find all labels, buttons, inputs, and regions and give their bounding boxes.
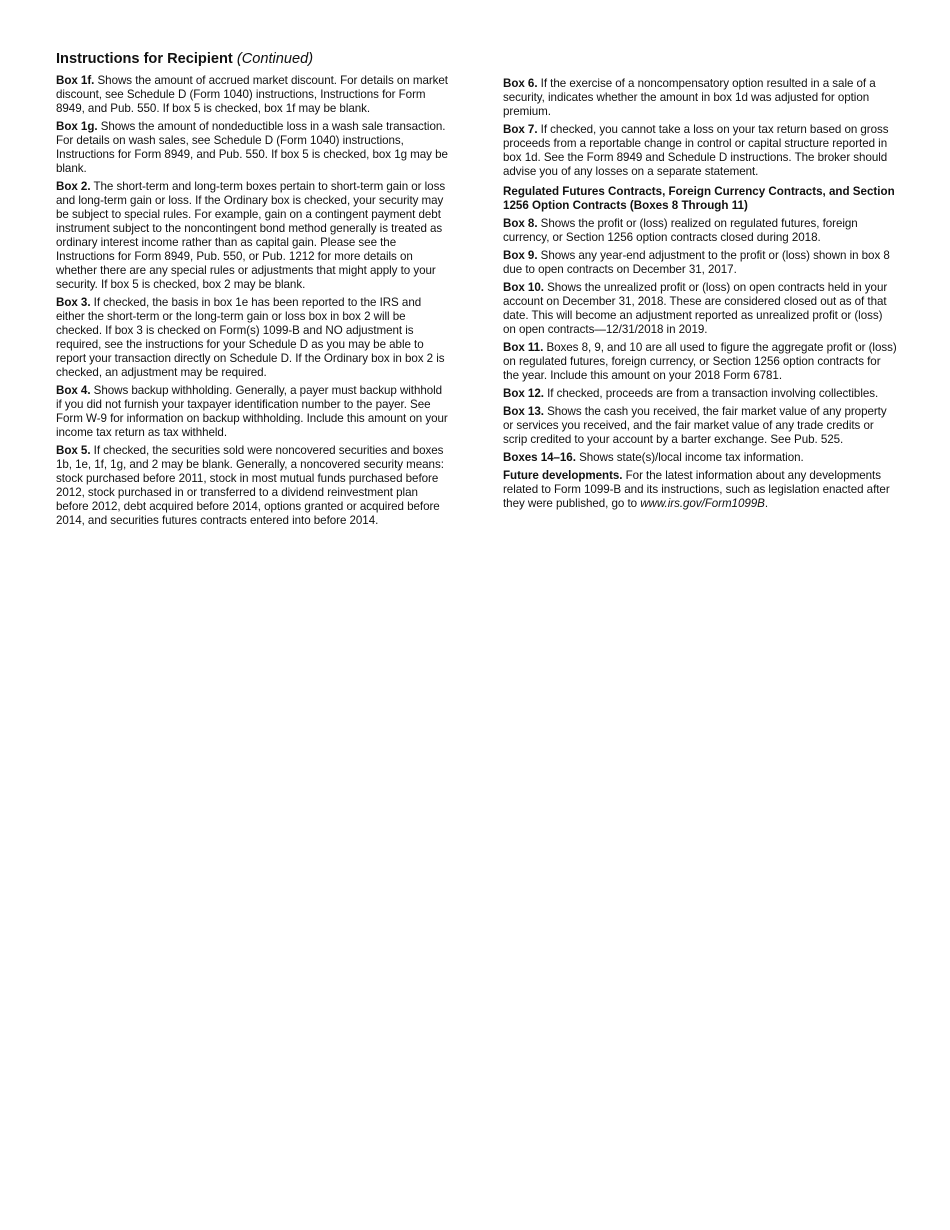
- box-10-text: Shows the unrealized profit or (loss) on open contracts held in your account on December 31, 2018. These are considered closed out as of that date. This will become an adjustment reported as unrealized profit or (loss) on open contracts—12/31/2018 in 2019.: [503, 281, 888, 336]
- box-7-paragraph: [503, 123, 897, 179]
- boxes-14-16-lead: Boxes 14–16.: [503, 451, 576, 464]
- box-12-text: If checked, proceeds are from a transaction involving collectibles.: [547, 387, 879, 400]
- box-6-lead: Box 6.: [503, 77, 538, 90]
- box-9-lead: Box 9.: [503, 249, 538, 262]
- right-column: [503, 77, 897, 515]
- box-8-paragraph: [503, 217, 897, 245]
- box-12-lead: Box 12.: [503, 387, 544, 400]
- box-5-text: If checked, the securities sold were noncovered securities and boxes 1b, 1e, 1f, 1g, and 2 may be blank. Generally, a noncovered security means: stock purchased before 2011, stock in most mutual funds purchased before 2012, stock purchased in or transferred to a dividend reinvestment plan before 2012, debt acquired before 2014, options granted or acquired before 2014, and securities futures contracts entered into before 2014.: [56, 444, 444, 527]
- box-4-paragraph: [56, 384, 450, 440]
- box-4-text: Shows backup withholding. Generally, a payer must backup withhold if you did not furnish your taxpayer identification number to the payer. See Form W-9 for information on backup withholding. Include this amount on your income tax return as tax withheld.: [56, 384, 448, 439]
- box-11-lead: Box 11.: [503, 341, 544, 354]
- box-3-lead: Box 3.: [56, 296, 91, 309]
- irs-form1099b-link[interactable]: www.irs.gov/Form1099B: [640, 497, 765, 510]
- box-13-lead: Box 13.: [503, 405, 544, 418]
- box-6-text: If the exercise of a noncompensatory option resulted in a sale of a security, indicates whether the amount in box 1d was adjusted for option premium.: [503, 77, 876, 118]
- box-5-paragraph: [56, 444, 450, 528]
- box-2-lead: Box 2.: [56, 180, 91, 193]
- section-subheading: Regulated Futures Contracts, Foreign Currency Contracts, and Section 1256 Option Contracts (Boxes 8 Through 11): [503, 185, 895, 212]
- box-2-text: The short-term and long-term boxes pertain to short-term gain or loss and long-term gain or loss. If the Ordinary box is checked, your security may be subject to special rules. For example, gain on a contingent payment debt instrument subject to the noncontingent bond method generally is treated as ordinary interest income rather than as capital gain. Please see the Instructions for Form 8949, Pub. 550, or Pub. 1212 for more details on whether there are any special rules or adjustments that might apply to your security. If box 5 is checked, box 2 may be blank.: [56, 180, 446, 291]
- box-11-paragraph: [503, 341, 897, 383]
- box-10-paragraph: [503, 281, 897, 337]
- box-9-paragraph: [503, 249, 897, 277]
- box-1g-lead: Box 1g.: [56, 120, 98, 133]
- page-title-text: Instructions for Recipient: [56, 51, 233, 67]
- box-7-text: If checked, you cannot take a loss on your tax return based on gross proceeds from a reportable change in control or capital structure reported in box 1d. See the Form 8949 and Schedule D instructions. The broker should advise you of any losses on a separate statement.: [503, 123, 889, 178]
- page-title: [56, 51, 313, 67]
- future-developments-paragraph: [503, 469, 897, 511]
- box-9-text: Shows any year-end adjustment to the profit or (loss) shown in box 8 due to open contracts on December 31, 2017.: [503, 249, 890, 276]
- future-developments-end: .: [764, 497, 768, 510]
- box-6-paragraph: [503, 77, 897, 119]
- box-3-paragraph: [56, 296, 450, 380]
- box-8-lead: Box 8.: [503, 217, 538, 230]
- box-1f-text: Shows the amount of accrued market discount. For details on market discount, see Schedule D (Form 1040) instructions, Instructions for Form 8949, and Pub. 550. If box 5 is checked, box 1f may be blank.: [56, 74, 448, 115]
- box-1f-paragraph: [56, 74, 450, 116]
- box-8-text: Shows the profit or (loss) realized on regulated futures, foreign currency, or Section 1256 option contracts closed during 2018.: [503, 217, 858, 244]
- box-10-lead: Box 10.: [503, 281, 544, 294]
- box-1g-paragraph: [56, 120, 450, 176]
- future-developments-text: For the latest information about any developments related to Form 1099-B and its instructions, such as legislation enacted after they were published, go to: [503, 469, 890, 510]
- box-12-paragraph: [503, 387, 897, 401]
- box-4-lead: Box 4.: [56, 384, 91, 397]
- page-title-continued: (Continued): [236, 51, 314, 67]
- left-column: [56, 74, 450, 532]
- box-7-lead: Box 7.: [503, 123, 538, 136]
- box-13-paragraph: [503, 405, 897, 447]
- box-5-lead: Box 5.: [56, 444, 91, 457]
- box-13-text: Shows the cash you received, the fair market value of any property or services you received, and the fair market value of any trade credits or scrip credited to your account by a barter exchange. See Pub. 525.: [503, 405, 887, 446]
- box-11-text: Boxes 8, 9, and 10 are all used to figure the aggregate profit or (loss) on regulated futures, foreign currency, or Section 1256 option contracts for the year. Include this amount on your 2018 Form 6781.: [503, 341, 897, 382]
- boxes-14-16-paragraph: [503, 451, 897, 465]
- box-1f-lead: Box 1f.: [56, 74, 95, 87]
- boxes-14-16-text: Shows state(s)/local income tax information.: [579, 451, 804, 464]
- future-developments-lead: Future developments.: [503, 469, 623, 482]
- box-1g-text: Shows the amount of nondeductible loss in a wash sale transaction. For details on wash sales, see Schedule D (Form 1040) instructions, Instructions for Form 8949, and Pub. 550. If box 5 is checked, box 1g may be blank.: [56, 120, 448, 175]
- box-3-text: If checked, the basis in box 1e has been reported to the IRS and either the short-term or the long-term gain or loss box in box 2 will be checked. If box 3 is checked on Form(s) 1099-B and NO adjustment is required, see the instructions for your Schedule D as you may be able to report your transaction directly on Schedule D. If the Ordinary box in box 2 is checked, an adjustment may be required.: [56, 296, 445, 379]
- box-2-paragraph: [56, 180, 450, 292]
